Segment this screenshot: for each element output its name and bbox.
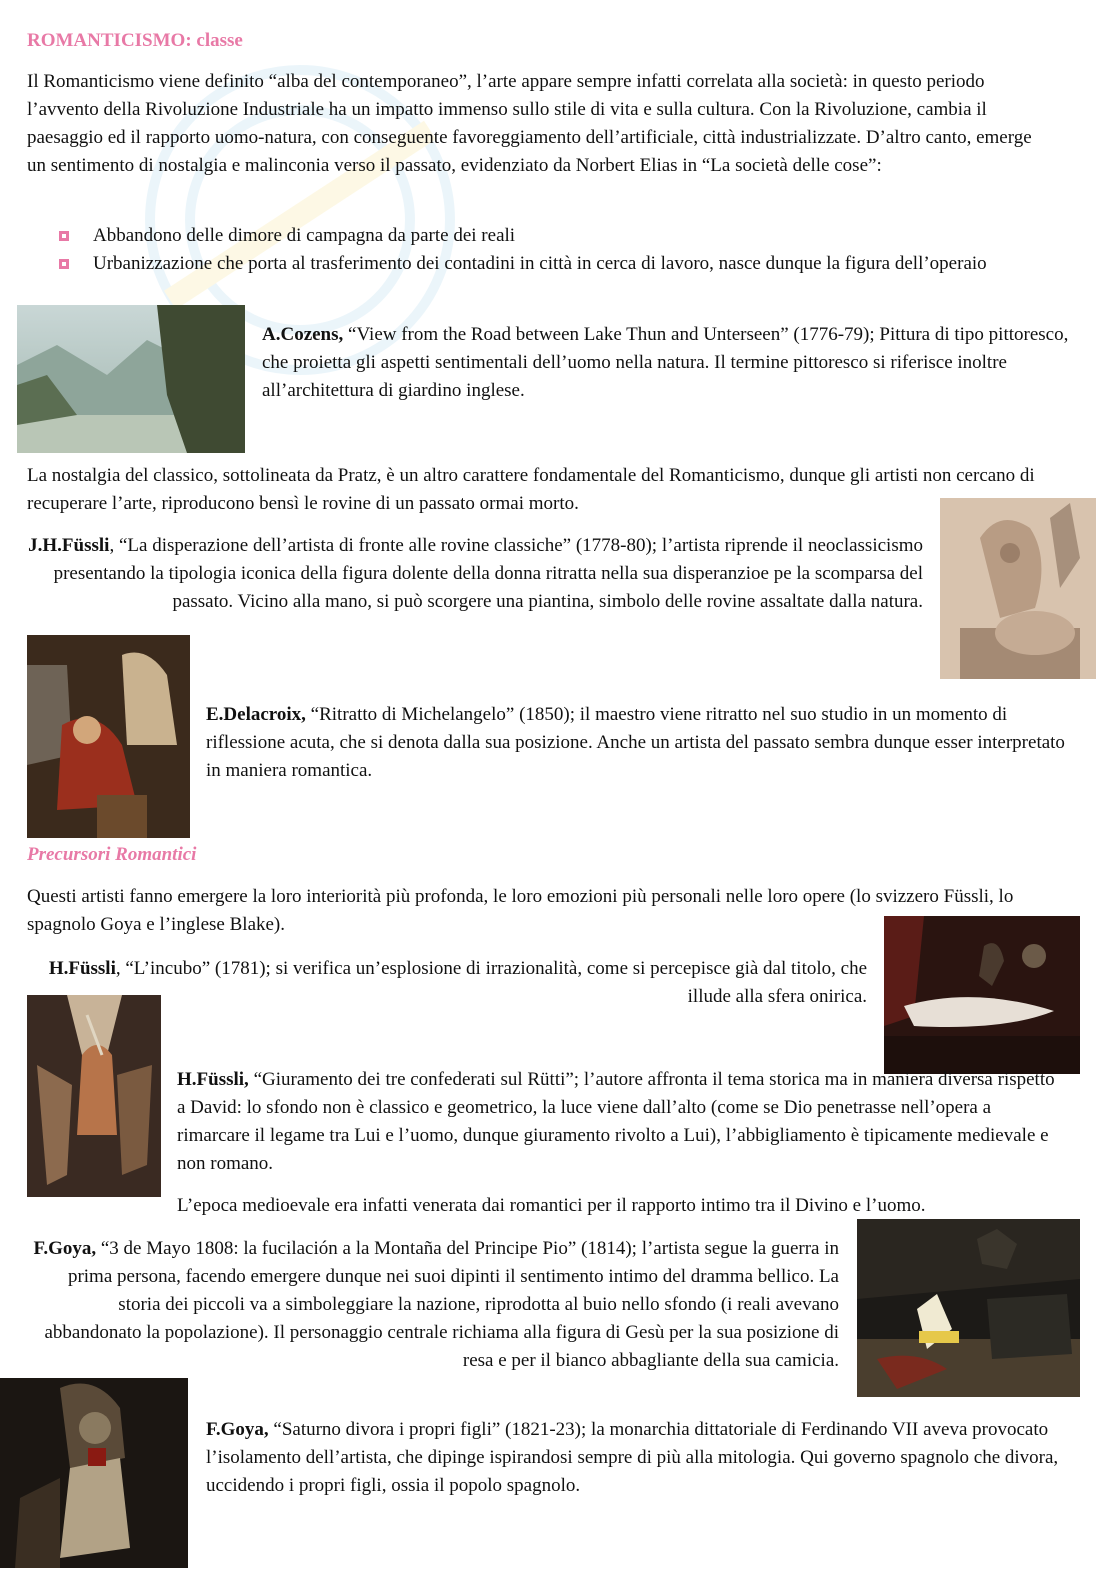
medioevo-paragraph: L’epoca medioevale era infatti venerata dai romantici per il rapporto intimo tra il Divino e l’uomo. [177, 1195, 926, 1216]
painting-cozens [17, 305, 245, 453]
fussli-disperazione-paragraph: J.H.Füssli, “La disperazione dell’artista di fronte alle rovine classiche” (1778-80); l’artista riprende il neoclassicismo presentando la tipologia iconica della figura dolente della donna ritratta nella sua disperanzioe pe la scomparsa del passato. Vicino alla mano, si può scorgere una piantina, simbolo delle rovine assaltate dalla natura. [28, 535, 923, 612]
giuramento-paragraph: H.Füssli, “Giuramento dei tre confederati sul Rütti”; l’autore affronta il tema storica ma in maniera diversa rispetto a David: lo sfondo non è classico e geometrico, la luce viene dall’alto (come se Dio penetrasse nell’opera a rimarcare il legame tra Lui e l’uomo, dunque giuramento rivolto a Lui), l’abbigliamento è tipicamente medievale e non romano. [177, 1069, 1055, 1174]
goya-3-mayo-paragraph: F.Goya, “3 de Mayo 1808: la fucilación a la Montaña del Principe Pio” (1814); l’artista segue la guerra in prima persona, facendo emergere dunque nei suoi dipinti il sentimento intimo del dramma bellico. La storia dei piccoli va a simboleggiare la nazione, riprodotta al buio nello sfondo (i reali avevano abbandonato la popolazione). Il personaggio centrale richiama alla figura di Gesù per la sua posizione di resa e per il bianco abbagliante della sua camicia. [33, 1238, 839, 1371]
cozens-paragraph: A.Cozens, “View from the Road between Lake Thun and Unterseen” (1776-79); Pittura di tipo pittoresco, che proietta gli aspetti sentimentali dell’uomo nella natura. Il termine pittoresco si riferisce inoltre all’architettura di giardino inglese. [262, 324, 1069, 401]
precursori-paragraph: Questi artisti fanno emergere la loro interiorità più profonda, le loro emozioni più personali nelle loro opere (lo svizzero Füssli, lo spagnolo Goya e l’inglese Blake). [27, 886, 1014, 935]
bullet-icon [59, 259, 69, 269]
bullet-icon [59, 231, 69, 241]
painting-goya-3-mayo [857, 1219, 1080, 1397]
bullet-list [27, 222, 1052, 278]
list-item: Urbanizzazione che porta al trasferimento dei contadini in città in cerca di lavoro, nasce dunque la figura dell’operaio [27, 250, 1052, 278]
intro-paragraph: Il Romanticismo viene definito “alba del contemporaneo”, l’arte appare sempre infatti correlata alla società: in questo periodo l’avvento della Rivoluzione Industriale ha un impatto immenso sullo stile di vita e sulla cultura. Con la Rivoluzione, cambia il paesaggio ed il rapporto uomo-natura, con conseguente favoreggiamento dell’artificiale, città industrializzate. D’altro canto, emerge un sentimento di nostalgia e malinconia verso il passato, evidenziato da Norbert Elias in “La società delle cose”: [27, 71, 1032, 176]
nostalgia-paragraph: La nostalgia del classico, sottolineata da Pratz, è un altro carattere fondamentale del Romanticismo, dunque gli artisti non cercano di recuperare l’arte, riproducono bensì le rovine di un passato ormai morto. [27, 465, 1035, 514]
painting-goya-saturno [0, 1378, 188, 1568]
list-item: Abbandono delle dimore di campagna da parte dei reali [27, 222, 1052, 250]
incubo-paragraph: H.Füssli, “L’incubo” (1781); si verifica un’esplosione di irrazionalità, come si percepisce già dal titolo, che illude alla sfera onirica. [48, 958, 867, 1007]
delacroix-paragraph: E.Delacroix, “Ritratto di Michelangelo” (1850); il maestro viene ritratto nel suo studio in un momento di riflessione acuta, che si denota dalla sua posizione. Anche un artista del passato sembra dunque esser interpretato in maniera romantica. [206, 704, 1065, 781]
goya-saturno-paragraph: F.Goya, “Saturno divora i propri figli” (1821-23); la monarchia dittatoriale di Ferdinando VII aveva provocato l’isolamento dell’artista, che dipinge ispirandosi sempre di più alla mitologia. Qui governo spagnolo che divora, uccidendo i propri figli, ossia il popolo spagnolo. [206, 1419, 1059, 1496]
painting-fussli-disperazione [940, 498, 1096, 679]
page-title: ROMANTICISMO: classe [27, 30, 243, 51]
painting-incubo [884, 916, 1080, 1074]
section-heading-precursori: Precursori Romantici [27, 844, 197, 865]
painting-delacroix [27, 635, 190, 838]
painting-giuramento [27, 995, 161, 1197]
